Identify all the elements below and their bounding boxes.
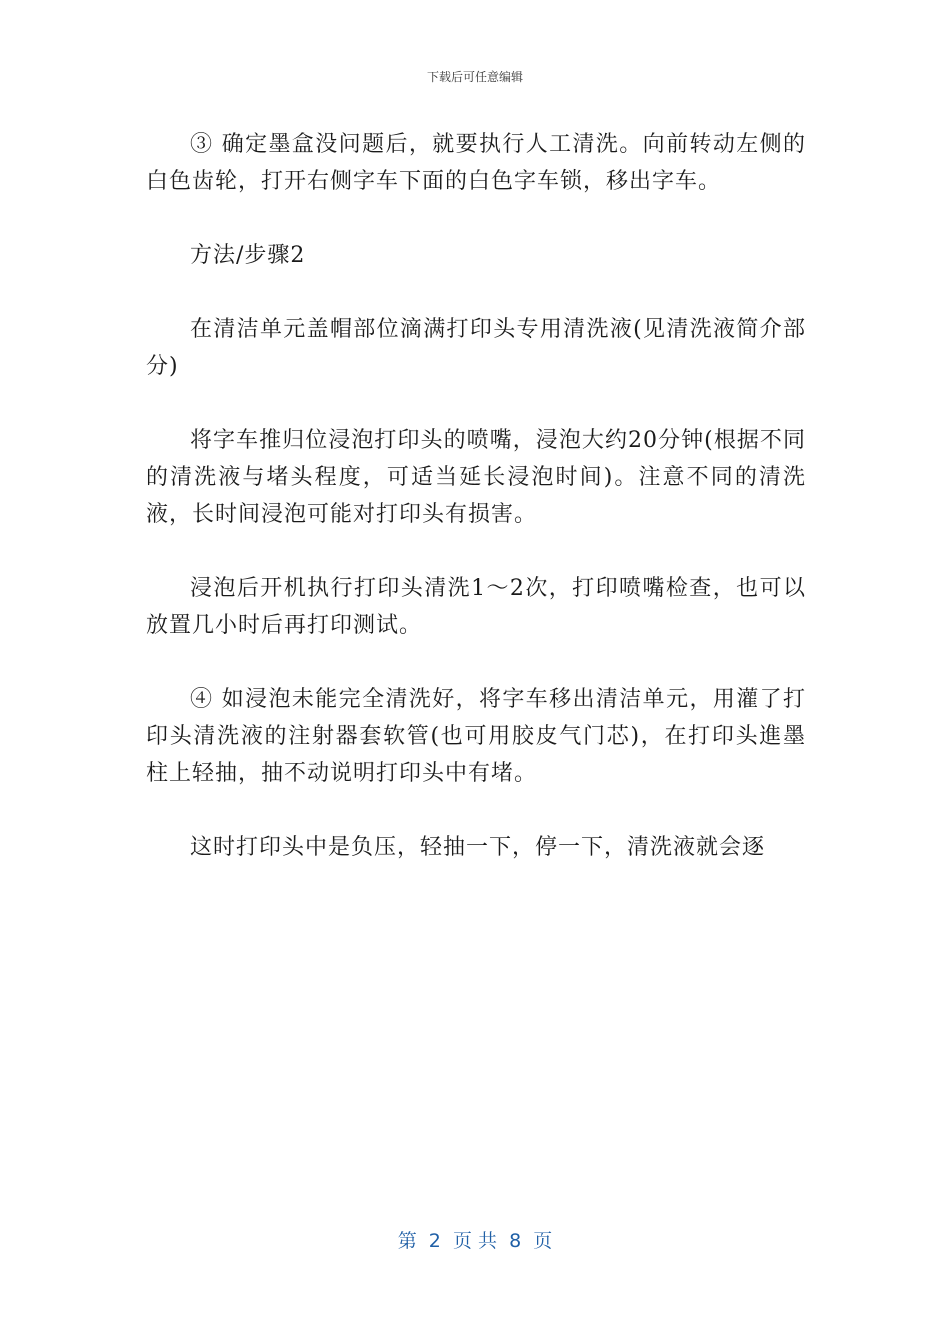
paragraph-5: 浸泡后开机执行打印头清洗1～2次，打印喷嘴检查，也可以放置几小时后再打印测试。 <box>146 576 806 638</box>
paragraph-7: 这时打印头中是负压，轻抽一下，停一下，清洗液就会逐 <box>190 835 766 860</box>
paragraph-6: ④ 如浸泡未能完全清洗好，将字车移出清洁单元，用灌了打印头清洗液的注射器套软管(也可用胶皮气门芯)，在打印头進墨柱上轻抽，抽不动说明打印头中有堵。 <box>146 687 806 786</box>
paragraph-2-step-heading: 方法/步骤2 <box>190 243 306 268</box>
page-footer-number: 第 2 页 共 8 页 <box>397 1230 553 1252</box>
document-body <box>146 126 806 903</box>
paragraph-4: 将字车推归位浸泡打印头的喷嘴，浸泡大约20分钟(根据不同的清洗液与堵头程度，可适当延长浸泡时间)。注意不同的清洗液，长时间浸泡可能对打印头有损害。 <box>146 428 806 527</box>
paragraph-3: 在清洁单元盖帽部位滴满打印头专用清洗液(见清洗液简介部分) <box>146 317 806 379</box>
paragraph-1: ③ 确定墨盒没问题后，就要执行人工清洗。向前转动左侧的白色齿轮，打开右侧字车下面的白色字车锁，移出字车。 <box>146 132 806 194</box>
page-header-note: 下载后可任意编辑 <box>426 70 523 84</box>
